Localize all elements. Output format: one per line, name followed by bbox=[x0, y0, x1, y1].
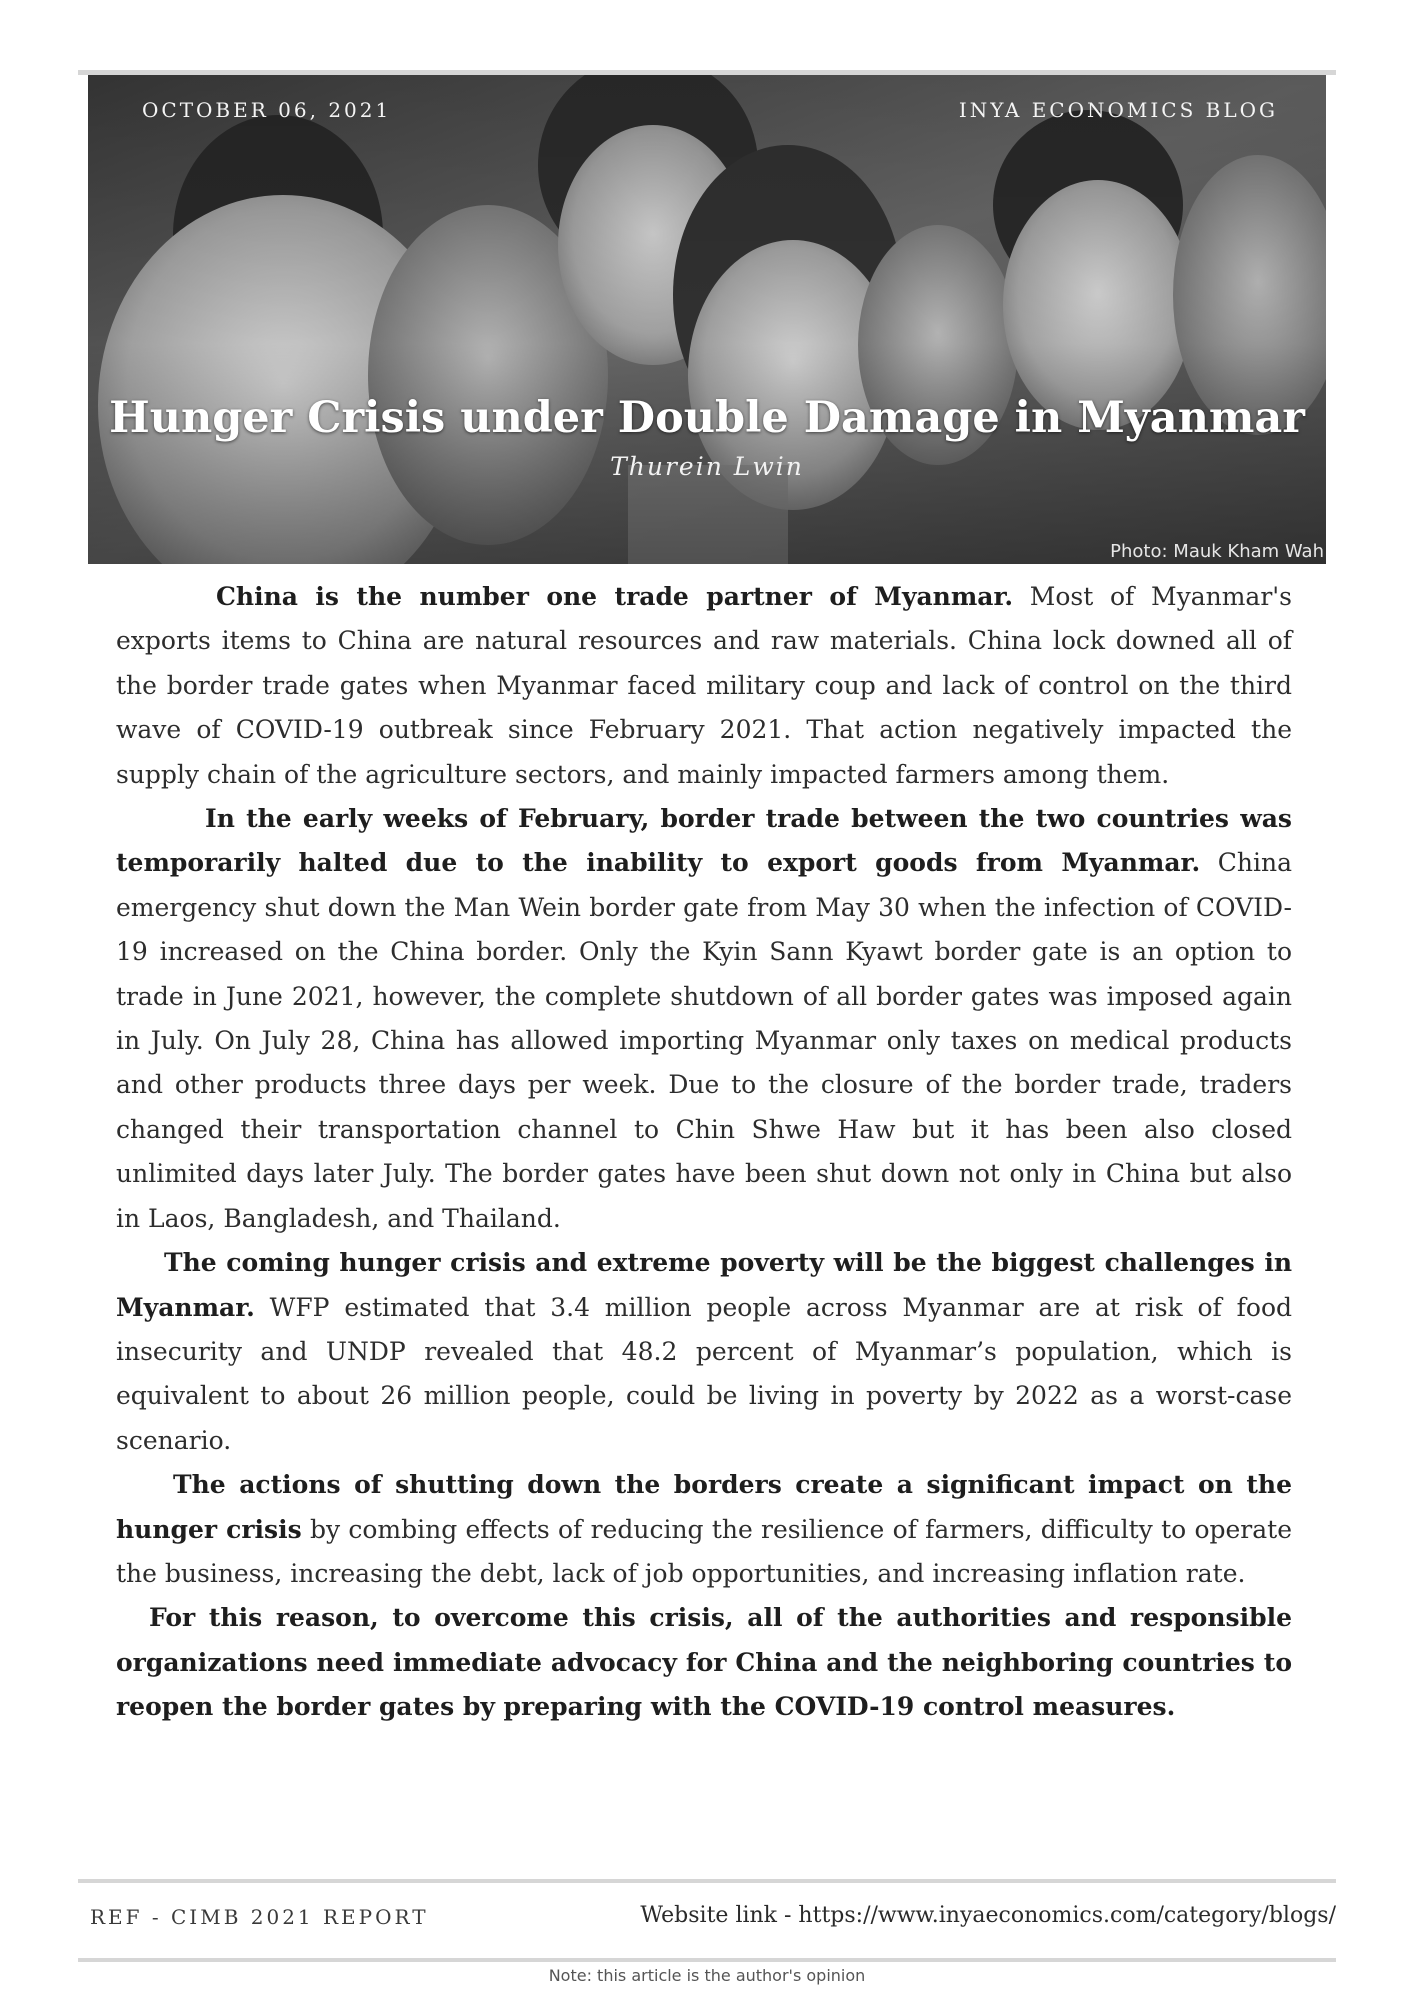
paragraph-lead: The actions of shutting down the borders create a significant impact on the hunger crisis bbox=[116, 1470, 1292, 1544]
blog-name: INYA ECONOMICS BLOG bbox=[958, 98, 1278, 122]
reference-label: REF - CIMB 2021 REPORT bbox=[90, 1905, 429, 1929]
paragraph-lead: In the early weeks of February, border trade between the two countries was temporarily halted due to the inability to export goods from Myanmar. bbox=[116, 804, 1292, 878]
article-paragraph bbox=[116, 1463, 1292, 1596]
article-paragraph bbox=[116, 575, 1292, 797]
hero-photo bbox=[88, 75, 1326, 564]
footer-divider-bottom bbox=[78, 1958, 1336, 1962]
website-link[interactable]: Website link - https://www.inyaeconomics.com/category/blogs/ bbox=[640, 1903, 1336, 1928]
author-name: Thurein Lwin bbox=[610, 452, 804, 481]
photo-credit: Photo: Mauk Kham Wah bbox=[1110, 541, 1324, 562]
article-paragraph bbox=[116, 797, 1292, 1241]
paragraph-text: Most of Myanmar's exports items to China are natural resources and raw materials. China lock downed all of the border trade gates when Myanmar faced military coup and lack of control on the third wave of COVID-19 outbreak since February 2021. That action negatively impacted the supply chain of the agriculture sectors, and mainly impacted farmers among them. bbox=[116, 582, 1292, 789]
article-paragraph bbox=[116, 1241, 1292, 1463]
opinion-note: Note: this article is the author's opinion bbox=[548, 1966, 866, 1985]
paragraph-text: by combing effects of reducing the resilience of farmers, difficulty to operate the business, increasing the debt, lack of job opportunities, and increasing inflation rate. bbox=[116, 1514, 1293, 1588]
article-body bbox=[116, 575, 1292, 1730]
conclusion-paragraph: For this reason, to overcome this crisis, all of the authorities and responsible organizations need immediate advocacy for China and the neighboring countries to reopen the border gates by preparing with the COVID-19 control measures. bbox=[116, 1603, 1292, 1722]
paragraph-text: WFP estimated that 3.4 million people across Myanmar are at risk of food insecurity and UNDP revealed that 48.2 percent of Myanmar’s population, which is equivalent to about 26 million people, could be living in poverty by 2022 as a worst-case scenario. bbox=[116, 1292, 1292, 1455]
footer-divider-top bbox=[78, 1879, 1336, 1883]
paragraph-lead: China is the number one trade partner of Myanmar. bbox=[216, 582, 1014, 611]
paragraph-text: China emergency shut down the Man Wein border gate from May 30 when the infection of COVID-19 increased on the China border. Only the Kyin Sann Kyawt border gate is an option to trade in June 2021, however, the complete shutdown of all border gates was imposed again in July. On July 28, China has allowed importing Myanmar only taxes on medical products and other products three days per week. Due to the closure of the border trade, traders changed their transportation channel to Chin Shwe Haw but it has been also closed unlimited days later July. The border gates have been shut down not only in China but also in Laos, Bangladesh, and Thailand. bbox=[116, 848, 1293, 1233]
page-title: Hunger Crisis under Double Damage in Myanmar bbox=[109, 393, 1305, 443]
paragraph-lead: The coming hunger crisis and extreme poverty will be the biggest challenges in Myanmar. bbox=[116, 1248, 1292, 1322]
publish-date: OCTOBER 06, 2021 bbox=[142, 98, 392, 122]
hero-banner bbox=[88, 75, 1326, 564]
